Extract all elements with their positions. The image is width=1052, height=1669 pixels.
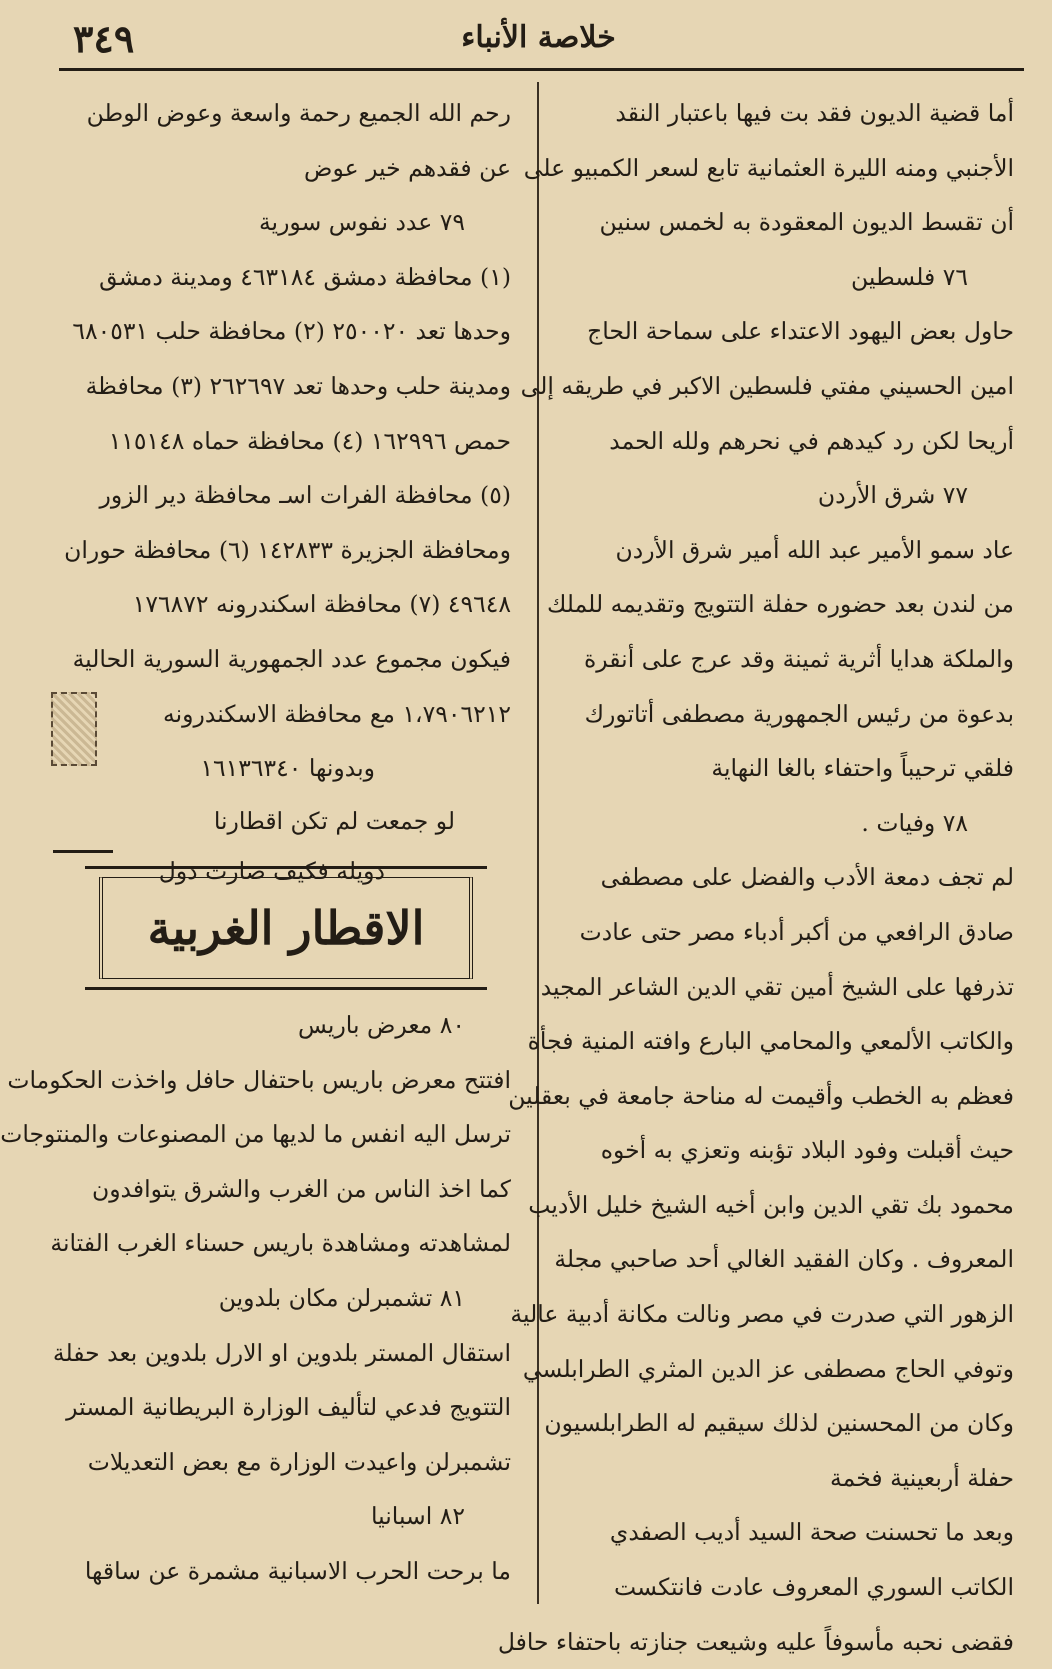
section-banner [85, 866, 487, 990]
text-line: والملكة هدايا أثرية ثمينة وقد عرج على أنقرة [583, 644, 1014, 673]
text-line: وحدها تعد ٢٥٠٠٢٠ (٢) محافظة حلب ٦٨٠٥٣١ [72, 317, 511, 346]
left-upper-text [45, 86, 525, 796]
text-line: تشمبرلن واعيدت الوزارة مع بعض التعديلات [87, 1447, 511, 1476]
text-line: لم تجف دمعة الأدب والفضل على مصطفى [600, 863, 1014, 892]
text-line: من لندن بعد حضوره حفلة التتويج وتقديمه للملك [547, 590, 1014, 619]
banner-frame [99, 877, 473, 979]
text-line: وكان من المحسنين لذلك سيقيم له الطرابلسيون [544, 1409, 1014, 1438]
section-heading: ٧٦ فلسطين [851, 262, 968, 291]
left-lower-text [0, 998, 525, 1599]
separator-mark [53, 850, 113, 859]
text-line: الزهور التي صدرت في مصر ونالت مكانة أدبية عالية [510, 1300, 1014, 1329]
text-line: ومحافظة الجزيرة ١٤٢٨٣٣ (٦) محافظة حوران [64, 535, 511, 564]
text-line: وتوفي الحاج مصطفى عز الدين المثري الطرابلسي [522, 1354, 1014, 1383]
text-line: (١) محافظة دمشق ٤٦٣١٨٤ ومدينة دمشق [99, 262, 511, 291]
poem-line-1: لو جمعت لم تكن اقطارنا [213, 806, 455, 835]
text-line: ١،٧٩٠٦٢١٢ مع محافظة الاسكندرونه [163, 699, 511, 728]
text-line: فيكون مجموع عدد الجمهورية السورية الحالية [72, 644, 511, 673]
text-line: حمص ١٦٢٩٩٦ (٤) محافظة حماه ١١٥١٤٨ [108, 426, 511, 455]
section-heading: ٧٧ شرق الأردن [817, 481, 968, 510]
header-rule [59, 68, 1024, 71]
banner-title: الاقطار الغربية [147, 901, 425, 955]
section-heading: ٨٢ اسبانيا [371, 1502, 465, 1531]
text-line: تذرفها على الشيخ أمين تقي الدين الشاعر المجيد [540, 972, 1014, 1001]
text-line: استقال المستر بلدوين او الارل بلدوين بعد حفلة [52, 1338, 511, 1367]
text-line: عن فقدهم خير عوض [304, 153, 511, 182]
text-line: أريحا لكن رد كيدهم في نحرهم ولله الحمد [609, 426, 1014, 455]
text-line: رحم الله الجميع رحمة واسعة وعوض الوطن [86, 99, 511, 127]
running-title: خلاصة الأنباء [461, 20, 616, 55]
text-line: فقضى نحبه مأسوفاً عليه وشيعت جنازته باحتفاء حافل [497, 1627, 1014, 1656]
text-line: صادق الرافعي من أكبر أدباء مصر حتى عادت [579, 917, 1014, 946]
left-column [0, 86, 525, 1612]
stamp-mark [51, 692, 97, 766]
text-line: امين الحسيني مفتي فلسطين الاكبر في طريقه إلى [520, 371, 1014, 400]
text-line: التتويج فدعي لتأليف الوزارة البريطانية المستر [66, 1393, 511, 1422]
page-header [55, 10, 1022, 70]
text-line: ما برحت الحرب الاسبانية مشمرة عن ساقها [84, 1556, 511, 1585]
text-line: لمشاهدته ومشاهدة باريس حسناء الغرب الفتانة [50, 1229, 511, 1258]
text-line: وبعد ما تحسنت صحة السيد أديب الصفدي [609, 1518, 1014, 1547]
text-line: محمود بك تقي الدين وابن أخيه الشيخ خليل الأديب [528, 1190, 1014, 1219]
text-line: بدعوة من رئيس الجمهورية مصطفى أتاتورك [584, 699, 1014, 728]
text-line: الأجنبي ومنه الليرة العثمانية تابع لسعر الكمبيو على [523, 153, 1014, 182]
text-line: عاد سمو الأمير عبد الله أمير شرق الأردن [615, 535, 1014, 564]
section-heading: ٨٠ معرض باريس [297, 1011, 465, 1039]
section-heading: ٧٨ وفيات . [861, 808, 968, 837]
text-line: أما قضية الديون فقد بت فيها باعتبار النقد [615, 99, 1014, 127]
text-line: حيث أقبلت وفود البلاد تؤبنه وتعزي به أخوه [600, 1136, 1014, 1165]
text-line: افتتح معرض باريس باحتفال حافل واخذت الحكومات [7, 1065, 511, 1094]
text-line: المعروف . وكان الفقيد الغالي أحد صاحبي مجلة [554, 1245, 1014, 1274]
text-line: الكاتب السوري المعروف عادت فانتكست [614, 1573, 1014, 1602]
page-number: ٣٤٩ [73, 16, 135, 61]
text-line: حاول بعض اليهود الاعتداء على سماحة الحاج [587, 317, 1014, 346]
text-line: والكاتب الألمعي والمحامي البارع وافته المنية فجأة [527, 1027, 1014, 1056]
text-line: أن تقسط الديون المعقودة به لخمس سنين [599, 208, 1014, 237]
right-column [497, 86, 1028, 1656]
section-heading: ٧٩ عدد نفوس سورية [258, 208, 465, 237]
text-line: حفلة أربعينية فخمة [830, 1463, 1014, 1492]
text-line: ترسل اليه انفس ما لديها من المصنوعات والمنتوجات [0, 1120, 511, 1149]
section-heading: ٨١ تشمبرلن مكان بلدوين [218, 1283, 465, 1312]
text-line: ٤٩٦٤٨ (٧) محافظة اسكندرونه ١٧٦٨٧٢ [132, 590, 511, 619]
text-line: وبدونها ١٦١٣٦٣٤٠ [200, 754, 375, 783]
text-line: فعظم به الخطب وأقيمت له مناحة جامعة في بعقلين [508, 1081, 1014, 1110]
text-line: فلقي ترحيباً واحتفاء بالغا النهاية [711, 754, 1014, 783]
text-line: (٥) محافظة الفرات اسـ محافظة دير الزور [99, 481, 511, 510]
text-line: ومدينة حلب وحدها تعد ٢٦٢٦٩٧ (٣) محافظة [85, 371, 511, 400]
poem-line-2: دويلة فكيف صارت دول [158, 856, 385, 885]
text-line: كما اخذ الناس من الغرب والشرق يتوافدون [91, 1174, 511, 1203]
